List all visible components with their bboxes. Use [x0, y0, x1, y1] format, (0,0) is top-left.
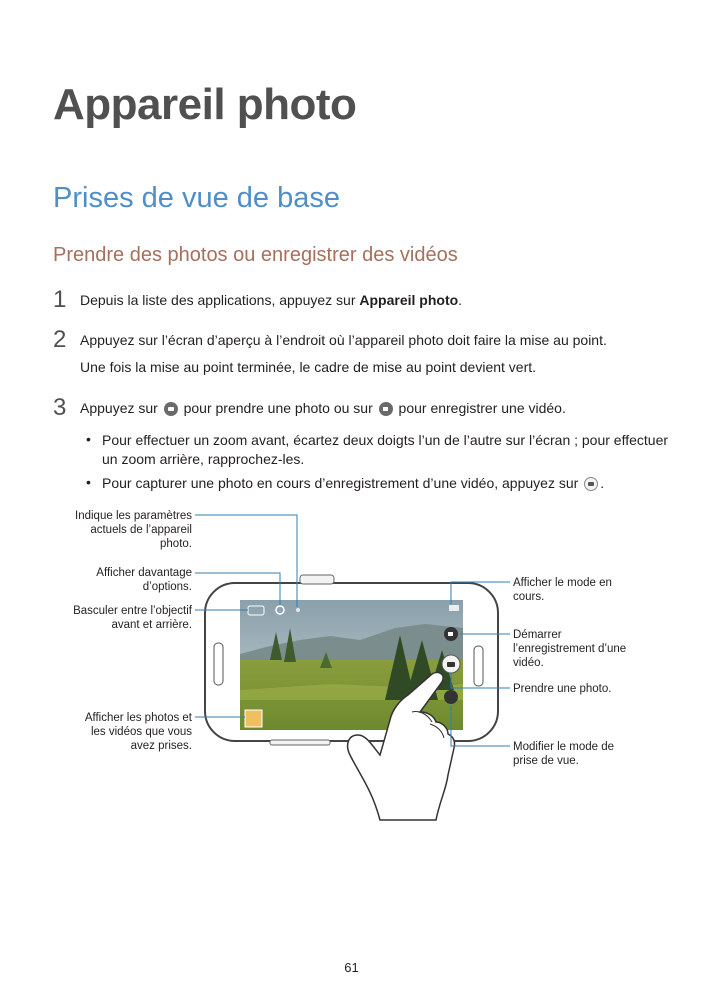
shooting-mode-icon — [444, 690, 458, 704]
bullet-marker-1: • — [86, 431, 91, 447]
bullet-2-text: Pour capturer une photo en cours d’enregistrement d’une vidéo, appuyez sur . — [102, 475, 605, 491]
mode-indicator-icon — [449, 605, 459, 611]
callout-switch-camera: Basculer entre l’objectif avant et arrière. — [73, 605, 192, 631]
step-2-note: Une fois la mise au point terminée, le cadre de mise au point devient vert. — [80, 359, 537, 375]
current-settings-icon — [296, 608, 300, 612]
phone-volume-button — [270, 740, 330, 745]
callout-shooting-mode: Modifier le mode de prise de vue. — [513, 741, 614, 767]
step-number-3: 3 — [53, 394, 67, 421]
bullet-1-line-1: Pour effectuer un zoom avant, écartez deux doigts l’un de l’autre sur l’écran ; pour effectuer — [102, 432, 669, 448]
callout-gallery: Afficher les photos et les vidéos que vous avez prises. — [84, 712, 192, 752]
step-2-text: Appuyez sur l’écran d’aperçu à l’endroit où l’appareil photo doit faire la mise au point. — [80, 332, 607, 348]
step-number-2: 2 — [53, 326, 67, 353]
section-heading: Prises de vue de base — [53, 182, 340, 214]
page-title: Appareil photo — [53, 80, 357, 129]
gallery-thumbnail-icon — [245, 710, 262, 727]
subsection-heading: Prendre des photos ou enregistrer des vidéos — [53, 244, 458, 266]
step-number-1: 1 — [53, 286, 67, 313]
callout-settings: Indique les paramètres actuels de l’appareil photo. — [75, 510, 192, 550]
bullet-1-line-2: un zoom arrière, rapprochez-les. — [102, 451, 305, 467]
callout-more-options: Afficher davantage d’options. — [96, 567, 192, 593]
step-1-text: Depuis la liste des applications, appuyez sur Appareil photo. — [80, 292, 463, 308]
callout-current-mode: Afficher le mode en cours. — [513, 577, 612, 603]
phone-power-button — [300, 575, 334, 584]
bullet-marker-2: • — [86, 474, 91, 490]
callout-take-photo: Prendre une photo. — [513, 683, 612, 695]
callout-start-recording: Démarrer l’enregistrement d’une vidéo. — [513, 629, 627, 669]
app-name: Appareil photo — [359, 292, 459, 308]
step-3-text: Appuyez sur pour prendre une photo ou sur pour enregistrer une vidéo. — [80, 400, 566, 416]
page-number: 61 — [344, 960, 359, 975]
